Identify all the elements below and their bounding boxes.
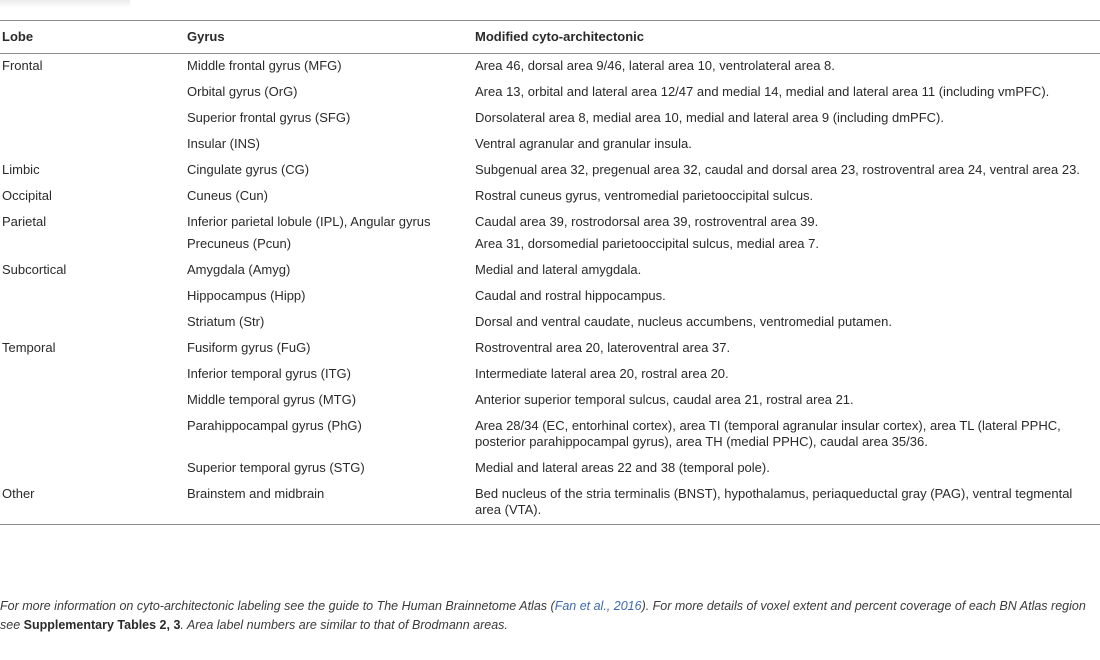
table-row [0, 132, 1100, 158]
cell-gyrus: Cingulate gyrus (CG) [187, 162, 310, 177]
header-lobe: Lobe [0, 21, 185, 54]
table-header-row [0, 21, 1100, 54]
cell-lobe [0, 284, 185, 310]
table-row [0, 284, 1100, 310]
cell-area: Dorsal and ventral caudate, nucleus accumbens, ventromedial putamen. [475, 314, 892, 329]
cell-area: Anterior superior temporal sulcus, caudal area 21, rostral area 21. [475, 392, 854, 407]
cell-area: Dorsolateral area 8, medial area 10, medial and lateral area 9 (including dmPFC). [475, 110, 944, 125]
cell-lobe [0, 106, 185, 132]
cell-area: Area 28/34 (EC, entorhinal cortex), area TI (temporal agranular insular cortex), area TL (lateral PPHC, posterior parahippocampal gyrus), area TH (medial PPHC), caudal area 35/36. [475, 418, 1061, 449]
header-gyrus: Gyrus [185, 21, 473, 54]
cell-gyrus: Middle frontal gyrus (MFG) [187, 58, 342, 73]
cell-lobe: Parietal [2, 214, 47, 229]
cell-area: Bed nucleus of the stria terminalis (BNST), hypothalamus, periaqueductal gray (PAG), ventral tegmental area (VTA). [473, 482, 1100, 525]
table-row [0, 414, 1100, 456]
cell-gyrus: Inferior temporal gyrus (ITG) [187, 366, 351, 381]
cell-gyrus: Hippocampus (Hipp) [187, 288, 306, 303]
table-row [0, 258, 1100, 284]
cell-lobe: Temporal [2, 340, 56, 355]
table-row [0, 232, 1100, 258]
table-row [0, 80, 1100, 106]
cell-gyrus: Orbital gyrus (OrG) [187, 84, 298, 99]
cell-area: Intermediate lateral area 20, rostral area 20. [475, 366, 729, 381]
cell-gyrus: Middle temporal gyrus (MTG) [187, 392, 357, 407]
footnote-supplementary-link[interactable]: Supplementary Tables 2, 3 [23, 618, 181, 632]
table-row [0, 184, 1100, 210]
cell-area: Ventral agranular and granular insula. [475, 136, 692, 151]
cell-lobe [0, 388, 185, 414]
table-footnote [0, 597, 1096, 635]
footnote-text-2: ). For more details of voxel extent and percent coverage of each BN Atlas region see [0, 599, 1086, 632]
cell-area: Medial and lateral areas 22 and 38 (temporal pole). [475, 460, 770, 475]
table-row [0, 456, 1100, 482]
cell-gyrus: Insular (INS) [187, 136, 260, 151]
table-row [0, 158, 1100, 184]
table-row [0, 106, 1100, 132]
table-row [0, 210, 1100, 232]
table-row [0, 388, 1100, 414]
cell-area: Rostral cuneus gyrus, ventromedial parietooccipital sulcus. [475, 188, 814, 203]
cell-lobe: Limbic [2, 162, 40, 177]
cell-area: Area 13, orbital and lateral area 12/47 and medial 14, medial and lateral area 11 (including vmPFC). [475, 84, 1050, 99]
footnote-text-3: . Area label numbers are similar to that of Brodmann areas. [180, 618, 508, 632]
cell-gyrus: Cuneus (Cun) [187, 188, 268, 203]
table-row [0, 482, 1100, 525]
cell-gyrus: Striatum (Str) [187, 314, 265, 329]
caption-fragment [0, 0, 130, 8]
cell-lobe [0, 456, 185, 482]
table-row [0, 362, 1100, 388]
cell-lobe [0, 362, 185, 388]
cell-gyrus: Amygdala (Amyg) [187, 262, 291, 277]
cell-lobe [0, 310, 185, 336]
cell-area: Area 46, dorsal area 9/46, lateral area 10, ventrolateral area 8. [475, 58, 835, 73]
cell-gyrus: Superior frontal gyrus (SFG) [187, 110, 351, 125]
cell-gyrus: Fusiform gyrus (FuG) [187, 340, 311, 355]
table-body [0, 54, 1100, 525]
cell-area: Caudal and rostral hippocampus. [475, 288, 666, 303]
cell-lobe: Frontal [2, 58, 43, 73]
cell-gyrus: Parahippocampal gyrus (PhG) [187, 418, 362, 433]
cell-gyrus: Precuneus (Pcun) [187, 236, 292, 251]
table-row [0, 54, 1100, 81]
cell-gyrus: Brainstem and midbrain [185, 482, 473, 525]
cell-gyrus: Superior temporal gyrus (STG) [187, 460, 365, 475]
cell-area: Area 31, dorsomedial parietooccipital sulcus, medial area 7. [475, 236, 819, 251]
header-area: Modified cyto-architectonic [473, 21, 1100, 54]
cell-lobe: Other [0, 482, 185, 525]
footnote-text-1: For more information on cyto-architectonic labeling see the guide to The Human Brainnetome Atlas ( [0, 599, 555, 613]
cell-area: Subgenual area 32, pregenual area 32, caudal and dorsal area 23, rostroventral area 24, ventral area 23. [475, 162, 1080, 177]
cell-lobe: Subcortical [2, 262, 67, 277]
cell-lobe [0, 232, 185, 258]
footnote-citation-link[interactable]: Fan et al., 2016 [554, 599, 642, 613]
cell-lobe [0, 414, 185, 456]
cell-lobe [0, 132, 185, 158]
cell-lobe [0, 80, 185, 106]
table-row [0, 336, 1100, 362]
cell-gyrus: Inferior parietal lobule (IPL), Angular gyrus [187, 214, 431, 229]
table-row [0, 310, 1100, 336]
cell-area: Caudal area 39, rostrodorsal area 39, rostroventral area 39. [475, 214, 819, 229]
atlas-table [0, 20, 1100, 525]
cell-lobe: Occipital [2, 188, 52, 203]
cell-area: Rostroventral area 20, lateroventral area 37. [475, 340, 731, 355]
cell-area: Medial and lateral amygdala. [475, 262, 642, 277]
